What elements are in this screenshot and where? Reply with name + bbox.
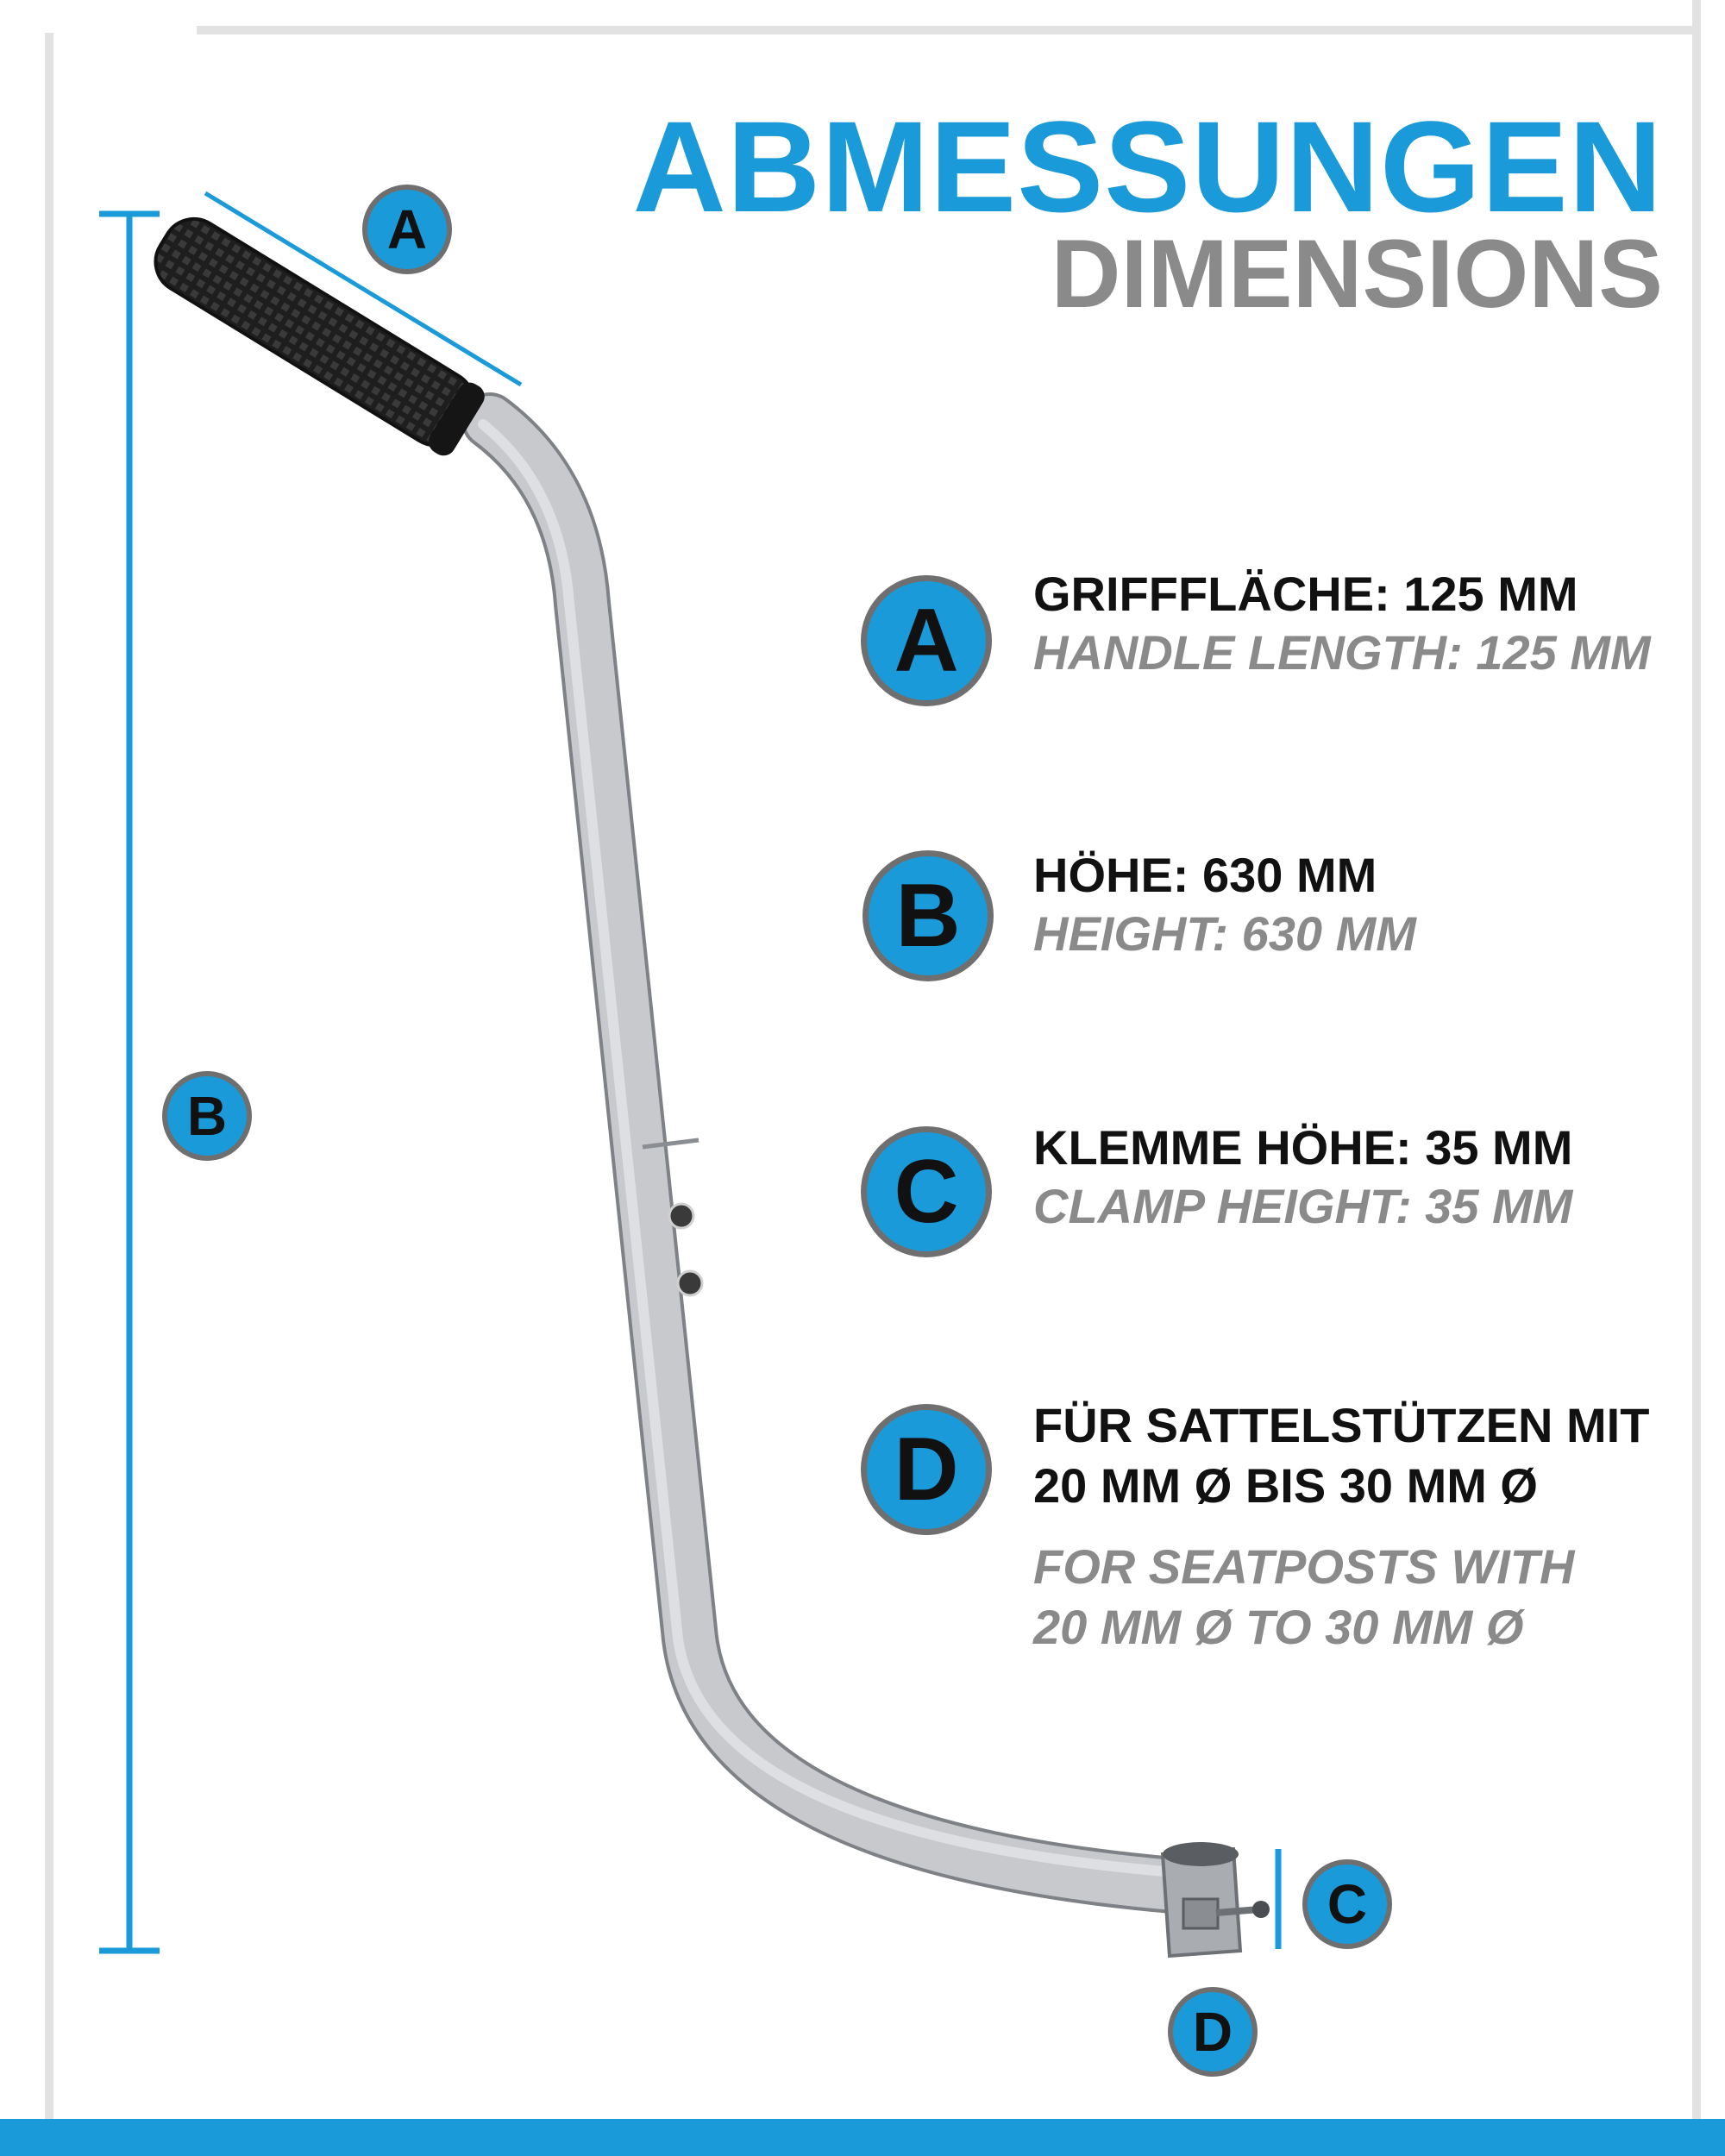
spec-d-english-line1: FOR SEATPOSTS WITH <box>1033 1539 1575 1594</box>
spec-d-german-line2: 20 MM Ø BIS 30 MM Ø <box>1033 1458 1538 1513</box>
diagram-label-b: B <box>162 1071 252 1161</box>
spec-badge-b: B <box>862 850 994 981</box>
dimension-line-b <box>99 214 160 1951</box>
spec-d-german-line1: FÜR SATTELSTÜTZEN MIT <box>1033 1398 1650 1452</box>
spec-badge-c: C <box>861 1126 992 1257</box>
diagram-label-a: A <box>362 185 452 274</box>
spec-a-english: HANDLE LENGTH: 125 MM <box>1033 625 1651 680</box>
spec-b-english: HEIGHT: 630 MM <box>1033 906 1416 961</box>
spec-b-german: HÖHE: 630 MM <box>1033 848 1377 902</box>
tube-bolt-upper <box>669 1204 693 1228</box>
title-german: ABMESSUNGEN <box>632 94 1663 239</box>
spec-badge-a: A <box>861 575 992 706</box>
spec-c-german: KLEMME HÖHE: 35 MM <box>1033 1120 1573 1175</box>
diagram-label-c: C <box>1302 1859 1392 1949</box>
title-english: DIMENSIONS <box>1051 220 1663 328</box>
spec-c-english: CLAMP HEIGHT: 35 MM <box>1033 1179 1573 1233</box>
tube-bolt-lower <box>678 1271 702 1295</box>
diagram-label-d: D <box>1168 1987 1258 2077</box>
spec-badge-d: D <box>861 1404 992 1535</box>
seatpost-clamp <box>1163 1842 1270 1956</box>
spec-a-german: GRIFFFLÄCHE: 125 MM <box>1033 567 1578 621</box>
spec-d-english-line2: 20 MM Ø TO 30 MM Ø <box>1033 1600 1524 1654</box>
